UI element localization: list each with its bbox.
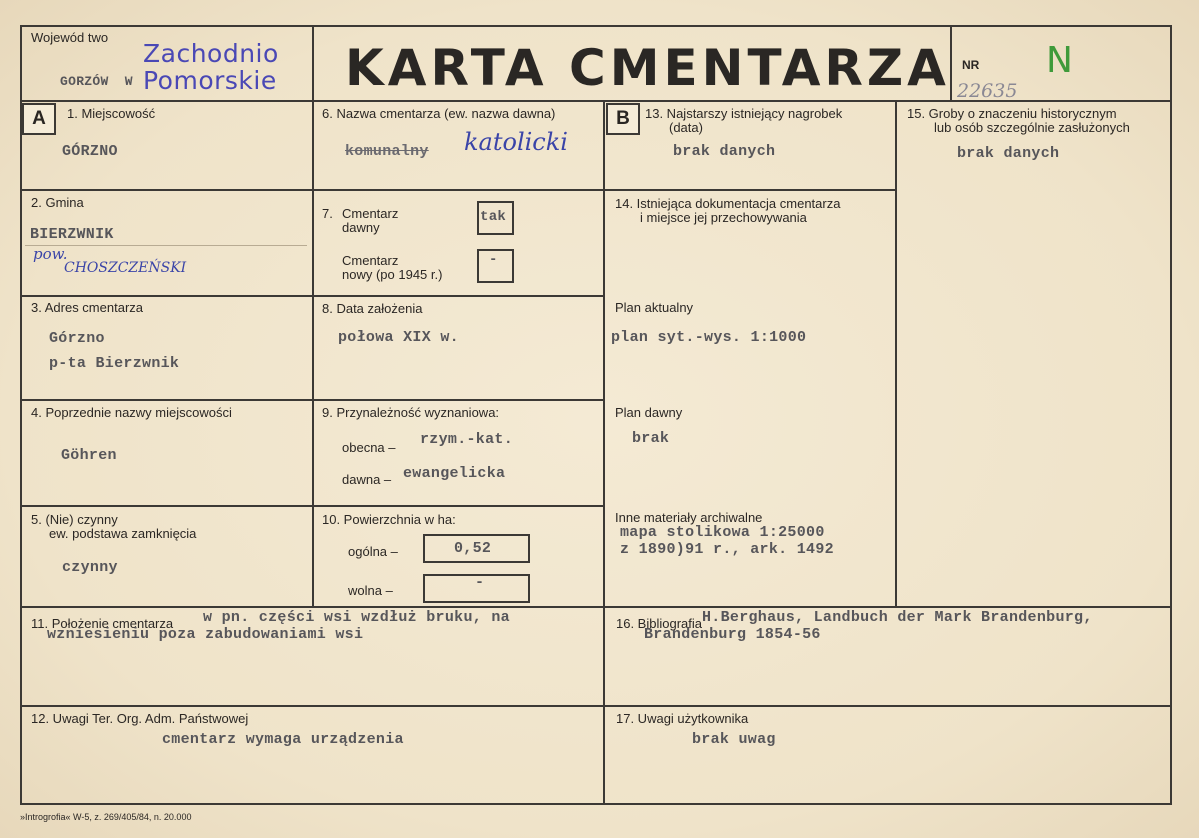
printer-footer: »Introgrofia« W-5, z. 269/405/84, n. 20.000 — [20, 812, 192, 822]
col-divider-2 — [603, 100, 605, 805]
field-5-label-line1: 5. (Nie) czynny — [31, 512, 118, 527]
nr-divider — [950, 25, 952, 100]
field-3-value-line1: Górzno — [49, 330, 105, 347]
field-8-label: 8. Data założenia — [322, 301, 423, 316]
row-divider-a2 — [20, 295, 605, 297]
field-7-nowy-value: - — [489, 252, 498, 268]
wojewodztwo-typed: GORZÓW W — [60, 74, 133, 89]
field-14-label-line2: i miejsce jej przechowywania — [640, 210, 807, 225]
row-divider-a1 — [20, 189, 605, 191]
section-b-marker: B — [606, 103, 640, 135]
field-2-hand-value: CHOSZCZEŃSKI — [64, 260, 187, 276]
field-4-value: Göhren — [61, 447, 117, 464]
field-4-label: 4. Poprzednie nazwy miejscowości — [31, 405, 232, 420]
row-divider-a3 — [20, 399, 605, 401]
field-1-label: 1. Miejscowość — [67, 106, 156, 121]
field-2-value: BIERZWNIK — [30, 226, 114, 243]
field-2-hand-prefix: pow. — [33, 245, 68, 263]
field-7-nowy-label2: nowy (po 1945 r.) — [342, 267, 443, 282]
field-9-label: 9. Przynależność wyznaniowa: — [322, 405, 500, 420]
field-17-label: 17. Uwagi użytkownika — [616, 711, 749, 726]
field-6-value-struck: komunalny — [345, 143, 429, 160]
field-5-value: czynny — [62, 559, 118, 576]
field-1-value: GÓRZNO — [62, 143, 118, 160]
field-15-value: brak danych — [957, 145, 1060, 162]
inne-materialy-value-line1: mapa stolikowa 1:25000 — [620, 524, 825, 541]
stamp-line1: Zachodnio — [143, 39, 279, 68]
field-14-label-line1: 14. Istniejąca dokumentacja cmentarza — [615, 196, 841, 211]
field-15-label-line1: 15. Groby o znaczeniu historycznym — [907, 106, 1117, 121]
nr-label: NR — [962, 58, 980, 72]
field-12-label: 12. Uwagi Ter. Org. Adm. Państwowej — [31, 711, 249, 726]
row-divider-a4 — [20, 505, 605, 507]
col-divider-3 — [895, 100, 897, 607]
field-6-label: 6. Nazwa cmentarza (ew. nazwa dawna) — [322, 106, 556, 121]
field-10-wolna-value: - — [475, 574, 485, 591]
field-13-label-line2: (data) — [669, 120, 703, 135]
plan-dawny-value: brak — [632, 430, 670, 447]
field-7-dawny-label2: dawny — [342, 220, 380, 235]
section-a-marker: A — [22, 103, 56, 135]
field-16-label: 16. Bibliografia — [616, 616, 702, 631]
field-9-dawna-label: dawna – — [342, 472, 392, 487]
field-13-label-line1: 13. Najstarszy istniejący nagrobek — [645, 106, 843, 121]
row-divider-bottom — [20, 705, 1172, 707]
field-9-obecna-value: rzym.-kat. — [420, 431, 514, 448]
field-7-number: 7. — [322, 206, 333, 221]
field-9-obecna-label: obecna – — [342, 440, 396, 455]
nr-number: 22635 — [957, 80, 1018, 102]
field-10-ogolna-label: ogólna – — [348, 544, 398, 559]
field-16-value-line2: Brandenburg 1854-56 — [644, 626, 821, 643]
inne-materialy-value-line2: z 1890)91 r., ark. 1492 — [620, 541, 834, 558]
plan-aktualny-label: Plan aktualny — [615, 300, 694, 315]
field-3-value-line2: p-ta Bierzwnik — [49, 355, 180, 372]
field-16-value-line1: H.Berghaus, Landbuch der Mark Brandenburg, — [702, 609, 1093, 626]
nr-mark: N — [1046, 40, 1073, 81]
col-divider-1 — [312, 25, 314, 607]
field-7-dawny-label1: Cmentarz — [342, 206, 399, 221]
field-11-value-line2: wzniesieniu poza zabudowaniami wsi — [47, 626, 364, 643]
field-9-dawna-value: ewangelicka — [403, 465, 506, 482]
field-17-value: brak uwag — [692, 731, 776, 748]
field-5-label-line2: ew. podstawa zamknięcia — [49, 526, 197, 541]
field-11-value-line1: w pn. części wsi wzdłuż bruku, na — [203, 609, 510, 626]
row-divider-b1 — [605, 189, 896, 191]
page-title: KARTA CMENTARZA — [345, 39, 950, 97]
field-8-value: połowa XIX w. — [338, 329, 459, 346]
field-12-value: cmentarz wymaga urządzenia — [162, 731, 404, 748]
field-11-label: 11. Położenie cmentarza — [31, 616, 174, 631]
field-15-label-line2: lub osób szczególnie zasłużonych — [934, 120, 1130, 135]
field-2-label: 2. Gmina — [31, 195, 84, 210]
field-7-nowy-label1: Cmentarz — [342, 253, 399, 268]
field-10-ogolna-value: 0,52 — [454, 540, 492, 557]
field-13-value: brak danych — [673, 143, 776, 160]
plan-dawny-label: Plan dawny — [615, 405, 683, 420]
field-3-label: 3. Adres cmentarza — [31, 300, 143, 315]
field-7-dawny-value: tak — [480, 209, 507, 225]
wojewodztwo-label: Wojewód two — [31, 30, 109, 45]
stamp-line2: Pomorskie — [143, 66, 277, 95]
row-divider-main — [20, 606, 1172, 608]
field-6-hand-value: katolicki — [464, 128, 568, 156]
field-10-wolna-label: wolna – — [348, 583, 393, 598]
inne-materialy-label: Inne materiały archiwalne — [615, 510, 763, 525]
plan-aktualny-value: plan syt.-wys. 1:1000 — [611, 329, 807, 346]
field-10-label: 10. Powierzchnia w ha: — [322, 512, 456, 527]
